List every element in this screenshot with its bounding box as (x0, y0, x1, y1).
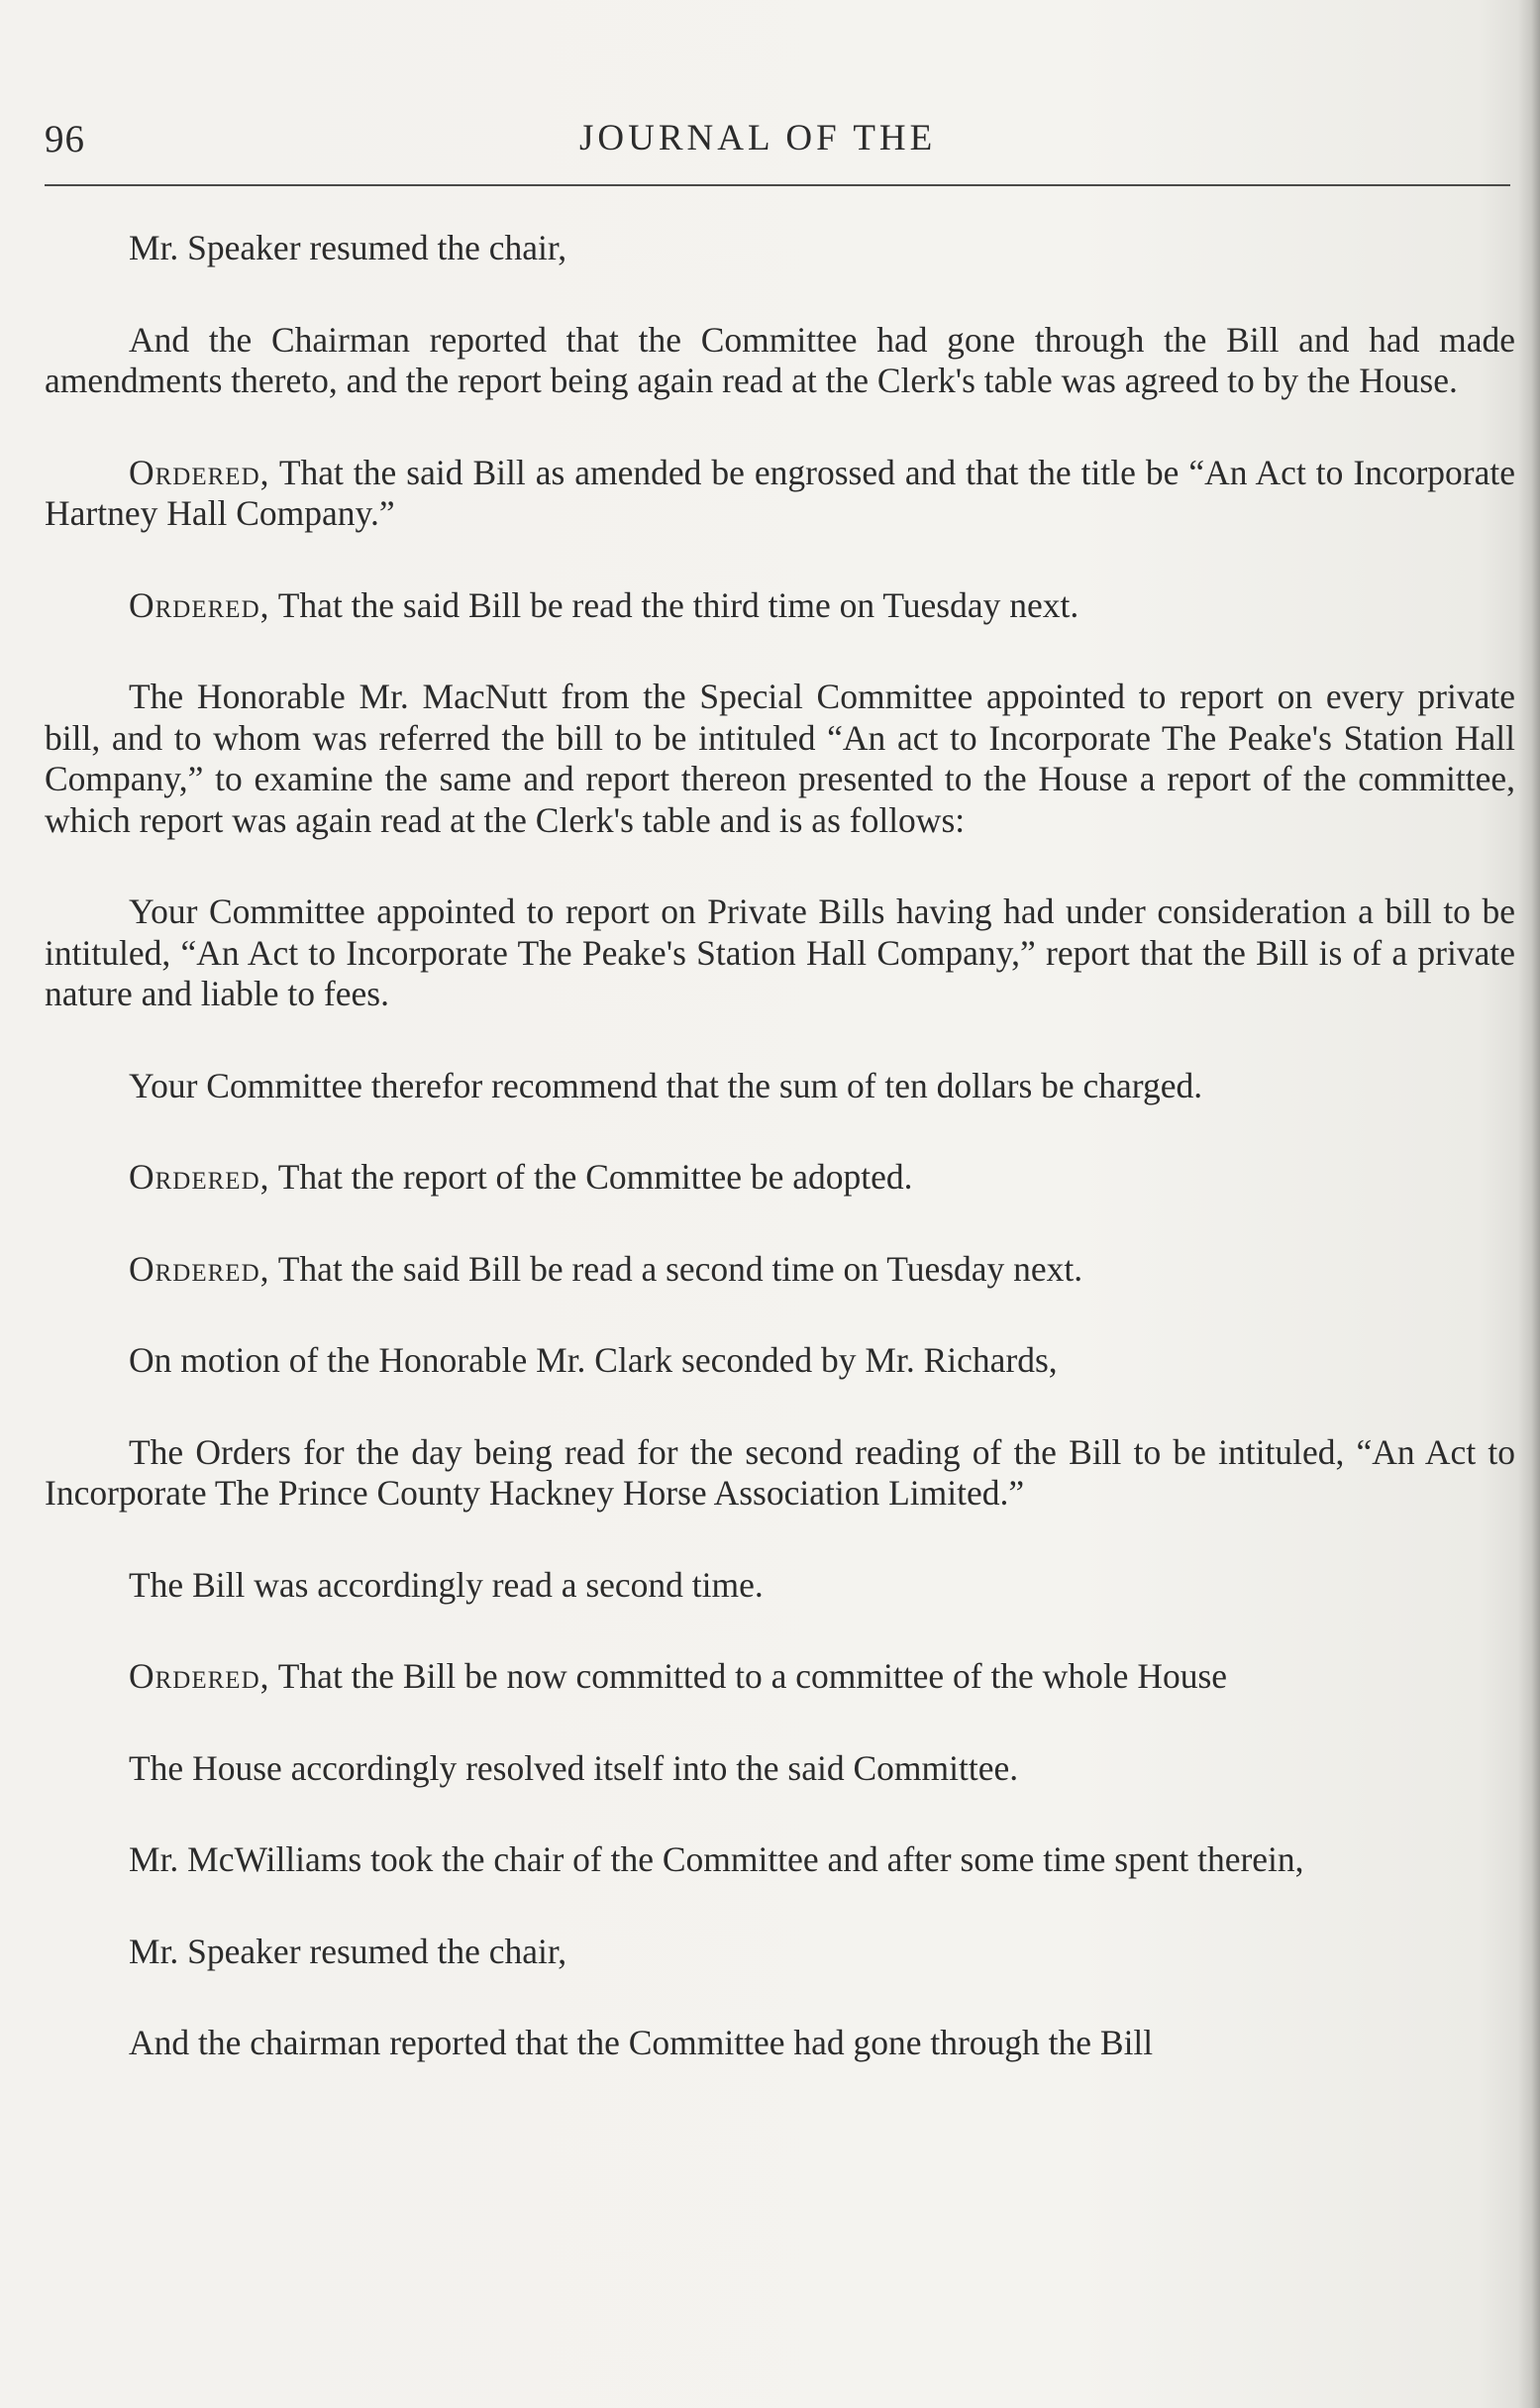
paragraph-text: And the chairman reported that the Committee had gone through the Bill (129, 2023, 1154, 2062)
paragraph-macnutt-report (45, 677, 1515, 841)
journal-body (45, 228, 1515, 2064)
paragraph-chairman-report-2 (45, 2023, 1515, 2064)
page-number: 96 (45, 118, 85, 160)
paragraph-text: Mr. McWilliams took the chair of the Committee and after some time spent therein, (129, 1839, 1304, 1879)
paragraph-committee-recommend (45, 1066, 1515, 1107)
paragraph-text: That the report of the Committee be adopted. (269, 1157, 913, 1197)
page-header (45, 117, 1510, 176)
paragraph-orders-of-day (45, 1432, 1515, 1515)
paragraph-text: Your Committee therefor recommend that the sum of ten dollars be charged. (129, 1065, 1203, 1105)
paragraph-speaker-resumed-1 (45, 228, 1515, 269)
paragraph-ordered-second-reading (45, 1249, 1515, 1291)
header-rule (45, 184, 1510, 186)
paragraph-text: On motion of the Honorable Mr. Clark seconded by Mr. Richards, (129, 1340, 1058, 1380)
paragraph-lead: Ordered, (129, 452, 270, 492)
paragraph-bill-read-second (45, 1565, 1515, 1607)
paragraph-speaker-resumed-2 (45, 1932, 1515, 1973)
paragraph-text: That the said Bill be read a second time on Tuesday next. (269, 1248, 1083, 1289)
paragraph-text: The House accordingly resolved itself into the said Committee. (129, 1747, 1019, 1788)
paragraph-text: Mr. Speaker resumed the chair, (129, 228, 567, 267)
paragraph-chairman-report-1 (45, 320, 1515, 402)
paragraph-ordered-committed (45, 1656, 1515, 1698)
paragraph-ordered-engrossed (45, 453, 1515, 535)
paragraph-ordered-third-reading (45, 585, 1515, 627)
paragraph-lead: Ordered, (129, 1656, 270, 1696)
paragraph-lead: Ordered, (129, 1248, 270, 1289)
paragraph-text: Your Committee appointed to report on Private Bills having had under consideration a bill to be intituled, “An Act to Incorporate The Peake's Station Hall Company,” report that the Bill is of a private nature and liable to fees. (45, 891, 1515, 1013)
paragraph-lead: Ordered, (129, 584, 270, 625)
paragraph-text: The Honorable Mr. MacNutt from the Special Committee appointed to report on every private bill, and to whom was referred the bill to be intituled “An act to Incorporate The Peake's Station Hall Company,” to examine the same and report thereon presented to the House a report of the committee, which report was again read at the Clerk's table and is as follows: (45, 677, 1515, 840)
paragraph-text: And the Chairman reported that the Committee had gone through the Bill and had made amendments thereto, and the report being again read at the Clerk's table was agreed to by the House. (45, 319, 1515, 400)
paragraph-house-resolved (45, 1748, 1515, 1790)
paragraph-ordered-adopted (45, 1157, 1515, 1199)
paragraph-text: That the said Bill be read the third time on Tuesday next. (269, 584, 1079, 625)
running-head: JOURNAL OF THE (579, 118, 937, 158)
paragraph-lead: Ordered, (129, 1157, 270, 1197)
paragraph-committee-consideration (45, 891, 1515, 1015)
paragraph-text: The Orders for the day being read for the second reading of the Bill to be intituled, “An Act to Incorporate The Prince County Hackney Horse Association Limited.” (45, 1431, 1515, 1513)
paragraph-text: That the said Bill as amended be engrossed and that the title be “An Act to Incorporate Hartney Hall Company.” (45, 452, 1515, 533)
paragraph-text: Mr. Speaker resumed the chair, (129, 1931, 567, 1971)
page-edge-shadow (1518, 0, 1540, 2408)
paragraph-text: The Bill was accordingly read a second time. (129, 1564, 764, 1605)
paragraph-mcwilliams-chair (45, 1839, 1515, 1881)
paragraph-text: That the Bill be now committed to a committee of the whole House (269, 1656, 1228, 1696)
paragraph-motion-clark (45, 1340, 1515, 1382)
